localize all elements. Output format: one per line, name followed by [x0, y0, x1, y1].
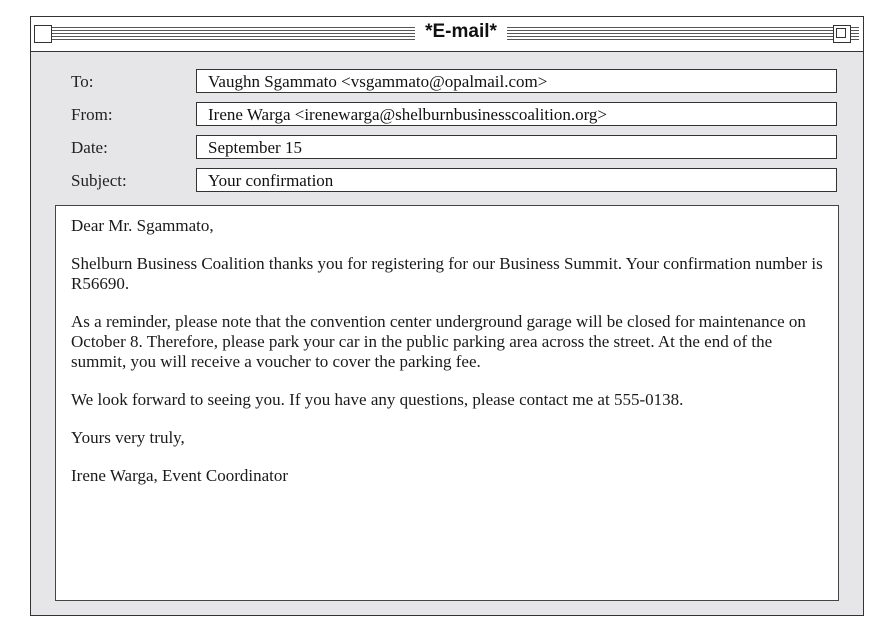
date-field[interactable]: September 15: [196, 135, 837, 159]
subject-row: [31, 168, 863, 194]
title-bar[interactable]: [31, 17, 863, 52]
title-bar-stripes-left: [35, 27, 415, 41]
zoom-box-icon[interactable]: [833, 25, 851, 43]
close-box-icon[interactable]: [34, 25, 52, 43]
subject-field[interactable]: Your confirmation: [196, 168, 837, 192]
title-bar-stripes-right: [507, 27, 859, 41]
subject-label: Subject:: [71, 171, 127, 190]
to-field[interactable]: Vaughn Sgammato <vsgammato@opalmail.com>: [196, 69, 837, 93]
date-label: Date:: [71, 138, 108, 157]
signature: Irene Warga, Event Coordinator: [71, 466, 289, 485]
email-window: [30, 16, 864, 616]
date-row: [31, 135, 863, 161]
body-paragraph: As a reminder, please note that the convention center underground garage will be closed for maintenance on October 8. Therefore, please park your car in the public parking area across the street. At the end of the summit, you will receive a voucher to cover the parking fee.: [71, 312, 806, 371]
closing: Yours very truly,: [71, 428, 185, 447]
body-paragraph: We look forward to seeing you. If you have any questions, please contact me at 555-0138.: [71, 390, 684, 409]
window-title: *E-mail*: [425, 21, 497, 42]
from-label: From:: [71, 105, 113, 124]
to-row: [31, 69, 863, 95]
from-field[interactable]: Irene Warga <irenewarga@shelburnbusinesscoalition.org>: [196, 102, 837, 126]
from-row: [31, 102, 863, 128]
message-body[interactable]: [55, 205, 839, 601]
body-paragraph: Shelburn Business Coalition thanks you for registering for our Business Summit. Your confirmation number is R56690.: [71, 254, 823, 293]
greeting: Dear Mr. Sgammato,: [71, 216, 214, 235]
to-label: To:: [71, 72, 94, 91]
